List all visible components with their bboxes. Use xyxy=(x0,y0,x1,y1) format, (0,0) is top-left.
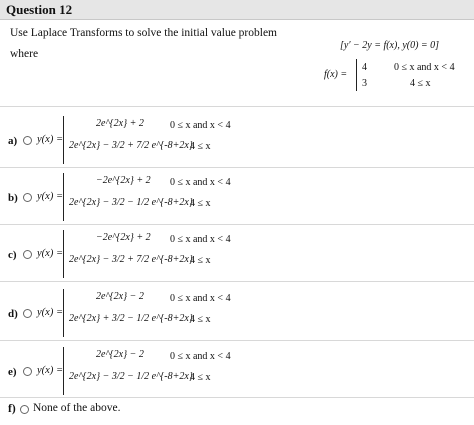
question-title: Question 12 xyxy=(6,2,73,17)
divider xyxy=(0,340,474,341)
radio-button[interactable] xyxy=(23,193,32,202)
y-label: y(x) = xyxy=(37,365,64,376)
f-lhs: f(x) = xyxy=(324,69,348,80)
piecewise-brace xyxy=(63,116,66,164)
none-of-the-above-label: None of the above. xyxy=(33,402,121,414)
expr-case2: 2e^{2x} − 3/2 + 7/2 e^{-8+2x} xyxy=(69,140,193,151)
condition-case2: 4 ≤ x xyxy=(190,255,211,266)
expr-case2: 2e^{2x} − 3/2 − 1/2 e^{-8+2x} xyxy=(69,197,193,208)
divider xyxy=(0,281,474,282)
f-case1-value: 4 xyxy=(362,62,367,73)
expr-case1: 2e^{2x} − 2 xyxy=(96,291,144,302)
expr-case2: 2e^{2x} − 3/2 + 7/2 e^{-8+2x} xyxy=(69,254,193,265)
radio-button[interactable] xyxy=(23,136,32,145)
y-label: y(x) = xyxy=(37,248,64,259)
divider xyxy=(0,397,474,398)
piecewise-brace xyxy=(63,173,66,221)
answer-option-d[interactable] xyxy=(0,287,474,345)
expr-case1: 2e^{2x} − 2 xyxy=(96,349,144,360)
y-label: y(x) = xyxy=(37,191,64,202)
answer-option-f[interactable] xyxy=(0,402,474,420)
answer-option-b[interactable] xyxy=(0,171,474,229)
divider xyxy=(0,224,474,225)
divider xyxy=(0,167,474,168)
initial-value-problem: [y′ − 2y = f(x), y(0) = 0] xyxy=(340,40,440,51)
where-label: where xyxy=(10,48,39,60)
option-letter: b) xyxy=(8,192,18,204)
expr-case2: 2e^{2x} − 3/2 − 1/2 e^{-8+2x} xyxy=(69,371,193,382)
divider xyxy=(0,106,474,107)
expr-case1: −2e^{2x} + 2 xyxy=(96,232,151,243)
expr-case1: 2e^{2x} + 2 xyxy=(96,118,144,129)
condition-case2: 4 ≤ x xyxy=(190,372,211,383)
piecewise-brace xyxy=(356,59,359,91)
option-letter: c) xyxy=(8,249,17,261)
condition-case1: 0 ≤ x and x < 4 xyxy=(170,351,231,362)
expr-case1: −2e^{2x} + 2 xyxy=(96,175,151,186)
option-letter: d) xyxy=(8,308,18,320)
radio-button[interactable] xyxy=(23,367,32,376)
forcing-function-definition xyxy=(324,59,474,91)
y-label: y(x) = xyxy=(37,307,64,318)
piecewise-brace xyxy=(63,230,66,278)
option-letter: e) xyxy=(8,366,17,378)
answer-option-c[interactable] xyxy=(0,228,474,286)
condition-case1: 0 ≤ x and x < 4 xyxy=(170,120,231,131)
question-prompt: Use Laplace Transforms to solve the initial value problem xyxy=(10,27,277,39)
answer-option-e[interactable] xyxy=(0,345,474,403)
condition-case1: 0 ≤ x and x < 4 xyxy=(170,177,231,188)
expr-case2: 2e^{2x} + 3/2 − 1/2 e^{-8+2x} xyxy=(69,313,193,324)
question-header xyxy=(0,0,474,20)
condition-case1: 0 ≤ x and x < 4 xyxy=(170,234,231,245)
condition-case1: 0 ≤ x and x < 4 xyxy=(170,293,231,304)
f-case2-condition: 4 ≤ x xyxy=(410,78,431,89)
radio-button[interactable] xyxy=(20,405,29,414)
option-letter: a) xyxy=(8,135,18,147)
piecewise-brace xyxy=(63,289,66,337)
f-case1-condition: 0 ≤ x and x < 4 xyxy=(394,62,455,73)
f-case2-value: 3 xyxy=(362,78,367,89)
piecewise-brace xyxy=(63,347,66,395)
option-letter: f) xyxy=(8,403,16,415)
condition-case2: 4 ≤ x xyxy=(190,314,211,325)
radio-button[interactable] xyxy=(23,309,32,318)
y-label: y(x) = xyxy=(37,134,64,145)
radio-button[interactable] xyxy=(23,250,32,259)
condition-case2: 4 ≤ x xyxy=(190,141,211,152)
answer-option-a[interactable] xyxy=(0,114,474,172)
condition-case2: 4 ≤ x xyxy=(190,198,211,209)
